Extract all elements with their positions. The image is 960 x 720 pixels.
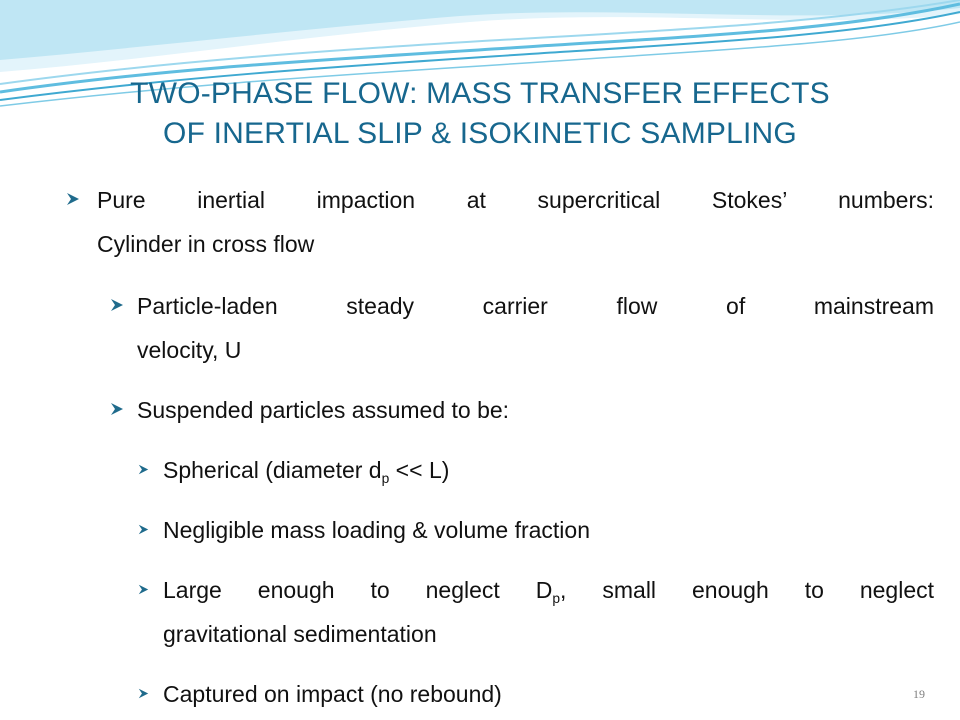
bullet-negligible-mass-loading — [138, 508, 934, 552]
bullet-text-line-2: gravitational sedimentation — [163, 621, 437, 647]
bullet-suspended-particles — [110, 388, 934, 432]
bullet-text-line-2: Cylinder in cross flow — [97, 231, 315, 257]
arrow-bullet-icon — [138, 464, 149, 475]
bullet-text: Suspended particles assumed to be: — [137, 397, 510, 423]
arrow-bullet-icon — [138, 524, 149, 535]
bullet-spherical — [138, 448, 934, 492]
slide-number: 19 — [913, 687, 925, 701]
bullet-large-enough — [138, 568, 934, 656]
bullet-text-line-2: velocity, U — [137, 337, 242, 363]
subscript-p: p — [381, 471, 390, 486]
bullet-text: Negligible mass loading & volume fraction — [163, 517, 590, 543]
subscript-p: p — [552, 591, 561, 606]
bullet-text-line-1: Particle-laden steady carrier flow of mainstream — [137, 293, 934, 319]
arrow-bullet-icon — [66, 192, 80, 206]
bullet-text-line-1: Pure inertial impaction at supercritical Stokes’ numbers: — [97, 187, 934, 213]
bullet-pure-inertial-impaction — [66, 178, 934, 266]
title-line-1: TWO-PHASE FLOW: MASS TRANSFER EFFECTS — [130, 77, 830, 110]
bullet-text: Spherical (diameter $d_p << L$) — [163, 457, 450, 486]
arrow-bullet-icon — [138, 688, 149, 699]
slide-title — [40, 74, 920, 154]
bullet-text-line-1: Large enough to neglect $D_p$, small enough to neglect — [163, 577, 934, 606]
bullet-captured-on-impact — [138, 672, 934, 716]
title-line-2: OF INERTIAL SLIP & ISOKINETIC SAMPLING — [163, 117, 797, 150]
bullet-particle-laden-flow — [110, 284, 934, 372]
bullet-text: Captured on impact (no rebound) — [163, 681, 502, 707]
arrow-bullet-icon — [110, 402, 124, 416]
arrow-bullet-icon — [110, 298, 124, 312]
arrow-bullet-icon — [138, 584, 149, 595]
